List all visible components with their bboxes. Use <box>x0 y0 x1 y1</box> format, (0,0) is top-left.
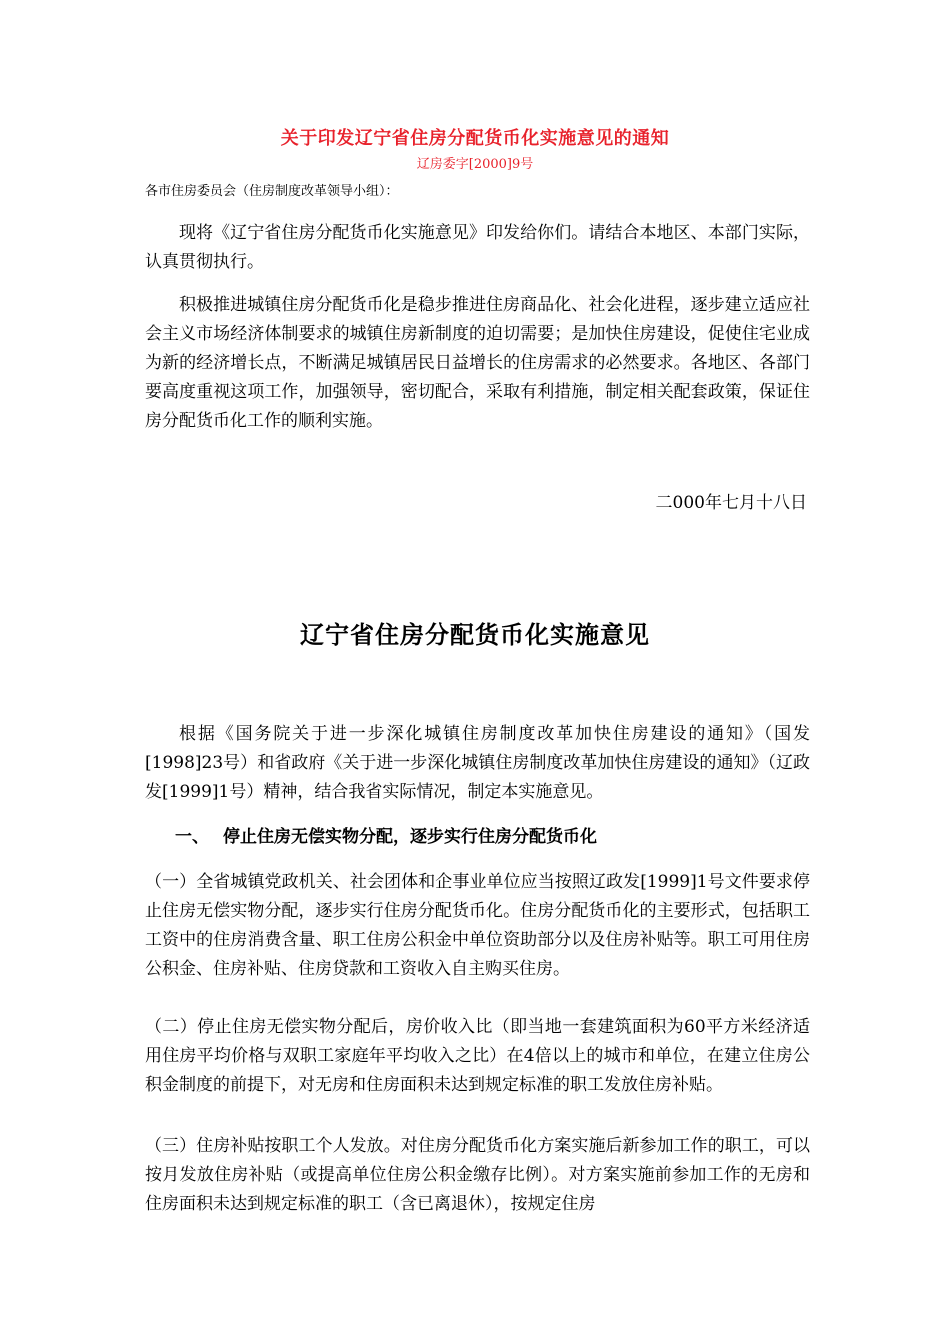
notice-date: 二000年七月十八日 <box>655 493 807 513</box>
section-1-item-1: （一）全省城镇党政机关、社会团体和企事业单位应当按照辽政发[1999]1号文件要求停止住房无偿实物分配，逐步实行住房分配货币化。住房分配货币化的主要形式，包括职工工资中的住房消费含量、职工住房公积金中单位资助部分以及住房补贴等。职工可用住房公积金、住房补贴、住房贷款和工资收入自主购买住房。 <box>145 872 810 979</box>
section-1-title: 停止住房无偿实物分配，逐步实行住房分配货币化 <box>223 827 597 847</box>
notice-paragraph-1: 现将《辽宁省住房分配货币化实施意见》印发给你们。请结合本地区、本部门实际，认真贯彻执行。 <box>145 223 810 272</box>
opinion-title: 辽宁省住房分配货币化实施意见 <box>300 620 650 649</box>
opinion-intro-paragraph: 根据《国务院关于进一步深化城镇住房制度改革加快住房建设的通知》（国发[1998]23号）和省政府《关于进一步深化城镇住房制度改革加快住房建设的通知》（辽政发[1999]1号）精神，结合我省实际情况，制定本实施意见。 <box>145 724 810 802</box>
section-1-item-2: （二）停止住房无偿实物分配后，房价收入比（即当地一套建筑面积为60平方米经济适用住房平均价格与双职工家庭年平均收入之比）在4倍以上的城市和单位，在建立住房公积金制度的前提下，对无房和住房面积未达到规定标准的职工发放住房补贴。 <box>145 1017 810 1095</box>
document-number: 辽房委字[2000]9号 <box>416 157 534 172</box>
section-1-heading <box>175 822 597 847</box>
section-1-item-3: （三）住房补贴按职工个人发放。对住房分配货币化方案实施后新参加工作的职工，可以按月发放住房补贴（或提高单位住房公积金缴存比例）。对方案实施前参加工作的无房和住房面积未达到规定标准的职工（含已离退休），按规定住房 <box>145 1136 810 1214</box>
addressee-line: 各市住房委员会（住房制度改革领导小组）： <box>145 184 399 199</box>
section-1-number: 一、 <box>175 827 209 847</box>
notice-paragraph-2: 积极推进城镇住房分配货币化是稳步推进住房商品化、社会化进程，逐步建立适应社会主义市场经济体制要求的城镇住房新制度的迫切需要；是加快住房建设，促使住宅业成为新的经济增长点，不断满足城镇居民日益增长的住房需求的必然要求。各地区、各部门要高度重视这项工作，加强领导，密切配合，采取有利措施，制定相关配套政策，保证住房分配货币化工作的顺利实施。 <box>145 295 810 431</box>
notice-title: 关于印发辽宁省住房分配货币化实施意见的通知 <box>280 128 670 149</box>
